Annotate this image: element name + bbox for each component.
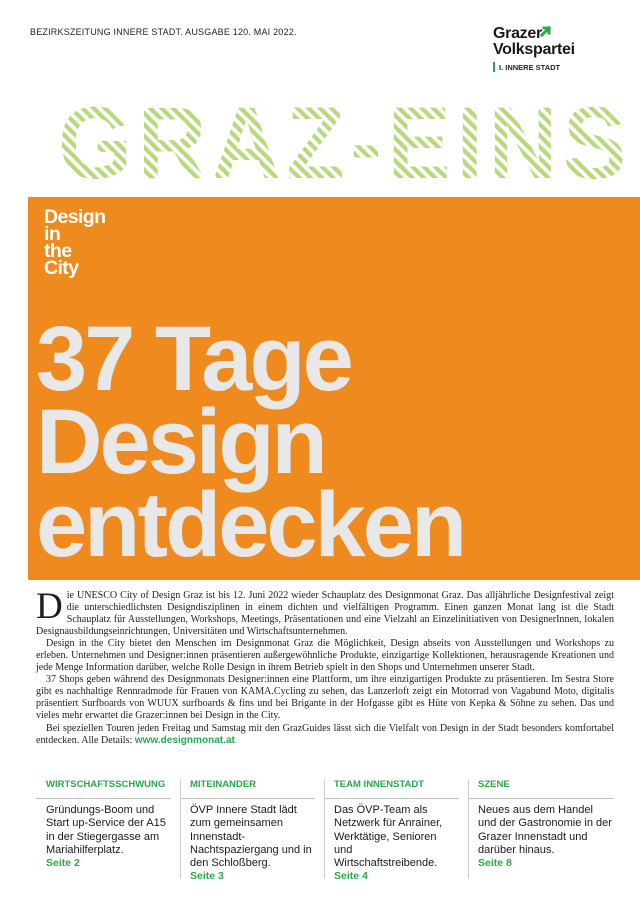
article-paragraph	[36, 586, 614, 638]
paragraph-text: Bei speziellen Touren jeden Freitag und Samstag mit den GrazGuides lässt sich die Vielfalt von Design in der Stadt besonders komfortabel entdecken. Alle Details:	[36, 722, 614, 746]
teaser-title: WIRTSCHAFTSSCHWUNG	[46, 779, 166, 790]
teaser-text: Das ÖVP-Team als Netzwerk für Anrainer, Werktätige, Senioren und Wirtschaftstreibende.	[334, 804, 443, 870]
cover-headline	[36, 308, 465, 576]
edition-line: BEZIRKSZEITUNG INNERE STADT. AUSGABE 120. MAI 2022.	[30, 27, 297, 37]
teaser-page: Seite 4	[334, 870, 368, 883]
column-divider	[324, 779, 325, 879]
column-divider	[180, 779, 181, 879]
teaser-miteinander[interactable]	[180, 779, 315, 883]
article-body	[36, 586, 614, 747]
brand-district-label: I. INNERE STADT	[499, 62, 561, 72]
logo-line: in	[44, 223, 61, 245]
party-logo	[493, 26, 613, 72]
teaser-page: Seite 3	[190, 870, 224, 883]
headline-line: entdecken	[36, 474, 465, 576]
teaser-text: Neues aus dem Handel und der Gastronomie in der Grazer Innenstadt und darüber hinaus.	[478, 804, 612, 856]
brand-line-2: Volkspartei	[493, 41, 575, 58]
teaser-page: Seite 8	[478, 857, 512, 870]
teaser-text: Gründungs-Boom und Start up-Service der A15 in der Stiegergasse am Mariahilferplatz.	[46, 804, 166, 856]
teaser-page: Seite 2	[46, 857, 80, 870]
headline-line: 37 Tage	[36, 308, 351, 410]
teaser-divider	[36, 798, 171, 799]
designmonat-link[interactable]: www.designmonat.at	[134, 734, 235, 746]
teaser-text: ÖVP Innere Stadt lädt zum gemeinsamen Innenstadt-Nachtspaziergang und in den Schloßberg.	[190, 804, 312, 870]
masthead	[58, 98, 638, 180]
logo-line: the	[44, 240, 72, 262]
article-paragraph: 37 Shops geben während des Designmonats Designer:innen eine Plattform, um ihre einzigartigen Produkte zu präsentieren. Im Sestra Store gibt es nachhaltige Rennradmode für Frauen von KAMA.Cycling zu sehen, das Lanzerloft zeigt ein Motorrad von Vagabund Moto, digitalis präsentiert Surfboards von WUUX surfboards & fins und bei Brigante in der Hofgasse gibt es Hüte von Kepka & Söhne zu sehen. Das und vieles mehr erwartet die Grazer:innen bei Design in the City.	[36, 674, 614, 722]
teaser-title: MITEINANDER	[190, 779, 256, 790]
teaser-divider	[468, 798, 614, 799]
teaser-team-innenstadt[interactable]	[324, 779, 459, 883]
article-paragraph: Design in the City bietet den Menschen im Designmonat Graz die Möglichkeit, Design abseits von Ausstellungen und Workshops zu erleben. Unternehmen und Designer:innen präsentieren außergewöhnliche Produkte, einzigartige Kollektionen, herausragende Kreationen und jede Menge Information darüber, welche Rolle Design in ihrem Betrieb spielt in den Shops und Unternehmen unserer Stadt.	[36, 638, 614, 674]
article-paragraph	[36, 723, 614, 747]
green-arrow-icon	[539, 24, 553, 38]
teaser-row	[36, 779, 616, 883]
teaser-divider	[324, 798, 459, 799]
logo-line: Design	[44, 206, 106, 228]
teaser-divider	[180, 798, 315, 799]
teaser-title: SZENE	[478, 779, 510, 790]
brand-district	[493, 62, 613, 72]
masthead-title: GRAZ-EINS	[58, 98, 632, 180]
paragraph-text: ie UNESCO City of Design Graz ist bis 12. Juni 2022 wieder Schauplatz des Designmonat Graz. Das alljährliche Designfestival zeigt die unterschiedlichsten Designdisziplinen in einem dichten und vielfältigen Programm. Einen ganzen Monat lang ist die Stadt Schauplatz für Ausstellungen, Workshops, Meetings, Präsentationen und eine Vielzahl an Einzelinitiativen von DesignerInnen, lokalen Designausbildungseinrichtungen, Universitäten und Wirtschaftsunternehmen.	[36, 590, 614, 638]
brand-line-1: Grazer	[493, 25, 542, 42]
headline-line: Design	[36, 391, 325, 493]
logo-line: City	[44, 257, 79, 279]
drop-cap: D	[36, 586, 63, 627]
teaser-title: TEAM INNENSTADT	[334, 779, 425, 790]
column-divider	[468, 779, 469, 879]
design-in-the-city-logo	[44, 206, 106, 279]
teaser-wirtschaftsschwung[interactable]	[36, 779, 171, 879]
teaser-szene[interactable]	[468, 779, 614, 879]
